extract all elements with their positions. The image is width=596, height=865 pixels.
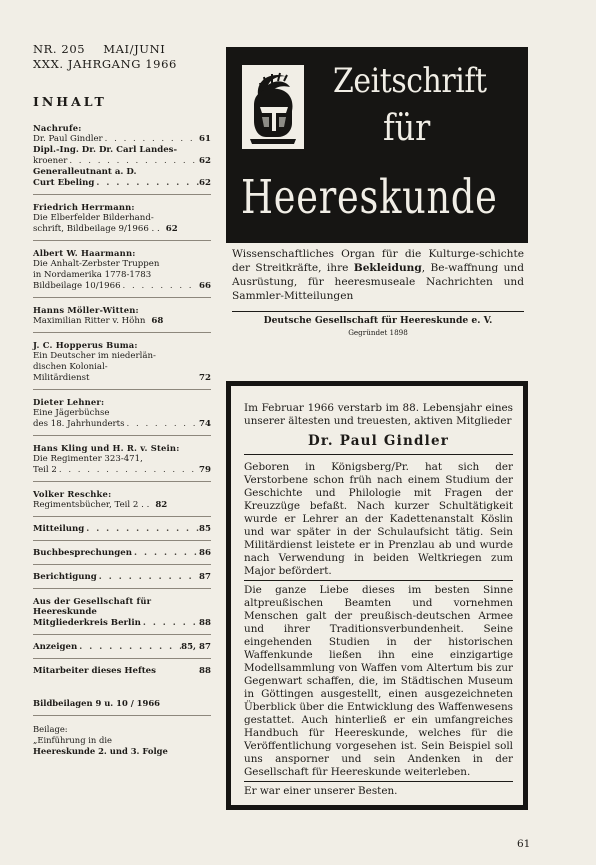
toc-group-anzeigen (33, 640, 211, 659)
description-bold: Bekleidung (353, 262, 422, 274)
toc-entry[interactable]: Generalleutnant a. D. (33, 167, 137, 177)
toc-group-obituaries (33, 121, 211, 195)
toc-head: Aus der Gesellschaft für (33, 596, 152, 606)
obituary-intro: Im Februar 1966 verstarb im 88. Lebensjahr eines unserer ältesten und treuesten, aktiven Mitglieder (244, 402, 513, 427)
society-block (232, 311, 524, 338)
toc-entry[interactable]: schrift, Bildbeilage 9/1966 . . 62 (33, 224, 178, 234)
toc-group-hopperus-buma (33, 338, 211, 390)
left-column (33, 42, 211, 757)
helmet-logo-drawing (242, 65, 304, 149)
toc-group-berichtigung (33, 570, 211, 589)
toc-head: Volker Reschke: (33, 489, 112, 499)
toc-entry[interactable]: Heereskunde (33, 607, 97, 617)
toc-group-reschke (33, 487, 211, 517)
obituary-name: Dr. Paul Gindler (244, 433, 513, 455)
masthead (226, 47, 528, 243)
toc-entry[interactable]: Eine Jägerbüchse (33, 408, 110, 418)
toc-entry[interactable]: Mitarbeiter dieses Heftes 88 (33, 666, 211, 676)
toc-entry[interactable]: Die Anhalt-Zerbster Truppen (33, 259, 160, 269)
toc-group-buchbesprechungen (33, 546, 211, 565)
supplement-line-2: Heereskunde 2. und 3. Folge (33, 746, 168, 756)
contents-heading: INHALT (33, 94, 107, 109)
toc-entry[interactable]: Maximilian Ritter v. Höhn 68 (33, 316, 164, 326)
toc-entry[interactable]: dischen Kolonial- (33, 362, 108, 372)
toc-group-herrmann (33, 200, 211, 241)
toc-group-mitarbeiter (33, 664, 211, 682)
journal-title-line-3: Heereskunde (241, 170, 498, 225)
toc-head: Dieter Lehner: (33, 397, 105, 407)
toc-group-kling-stein (33, 441, 211, 482)
toc-entry[interactable]: kroener . . . 62 (33, 156, 211, 167)
obituary-closing: Er war einer unserer Besten. (244, 785, 398, 797)
toc-group-gesellschaft (33, 594, 211, 635)
issue-volume: XXX. JAHRGANG 1966 (33, 57, 177, 71)
toc-entry[interactable]: Curt Ebeling . . . 62 (33, 178, 211, 189)
toc-group-haarmann (33, 246, 211, 298)
obituary-box (226, 381, 528, 810)
toc-head: Hanns Möller-Witten: (33, 305, 139, 315)
toc-head: J. C. Hopperus Buma: (33, 340, 138, 350)
plates-note (33, 698, 211, 716)
obituary-paragraph-1: Geboren in Königsberg/Pr. hat sich der Verstorbene schon früh nach einem Studium der Geschichte und Philologie mit Fragen der Kreuzzüge befaßt. Nach kurzer Schultätigkeit wurde er Lehrer an der Kadettenanstalt Köslin und war später in der Schulaufsicht tätig. Sein Militärdienst leistete er in Prenzlau ab und wurde nach Verwendung in beiden Weltkriegen zum Major befördert. (244, 461, 513, 581)
toc-head: Hans Kling und H. R. v. Stein: (33, 443, 180, 453)
toc-entry[interactable]: Mitteilung . . . 85 (33, 524, 211, 535)
journal-title-line-1: Zeitschrift (333, 61, 487, 101)
toc-entry[interactable]: Dipl.-Ing. Dr. Dr. Carl Landes- (33, 145, 178, 155)
toc-entry[interactable]: Berichtigung . . . 87 (33, 572, 211, 583)
toc-group-lehner (33, 395, 211, 436)
toc-head: Albert W. Haarmann: (33, 248, 136, 258)
description-text: Wissenschaftliches Organ für die Kulturge-schichte der Streitkräfte, ihre (232, 248, 524, 274)
journal-title-line-2: für (383, 108, 431, 149)
issue-number-line (33, 42, 211, 57)
toc-entry[interactable]: Teil 2 . . . 79 (33, 465, 211, 476)
issue-month: MAI/JUNI (103, 42, 166, 56)
toc-entry[interactable]: des 18. Jahrhunderts . . . 74 (33, 419, 211, 430)
society-name: Deutsche Gesellschaft für Heereskunde e. V. (263, 315, 493, 326)
obituary-paragraph-2: Die ganze Liebe dieses im besten Sinne altpreußischen Beamten und vornehmen Menschen galt der preußisch-deutschen Armee und ihrer Traditionsverbundenheit. Seine eingehenden Studien in der historischen Waffenkunde ließen ihn eine einzigartige Modellsammlung von Waffen vom Altertum bis zur Gegenwart schaffen, die, im Städtischen Museum in Göttingen ausgestellt, einen ausgezeichneten Überblick über die Entwicklung des Waffenwesens gestattet. Auch hinterließ er ein umfangreiches Handbuch für Heereskunde, welches für die Veröffentlichung vorgesehen ist. Sein Beispiel soll uns ansporner und sein Andenken in der Gesellschaft für Heereskunde weiterleben. (244, 584, 513, 782)
toc-entry[interactable]: in Nordamerika 1778-1783 (33, 270, 152, 280)
issue-number: NR. 205 (33, 42, 86, 56)
page-number: 61 (517, 838, 531, 850)
toc-entry[interactable]: Regimentsbücher, Teil 2 . . 82 (33, 500, 168, 510)
toc-entry[interactable]: Buchbesprechungen . . . 86 (33, 548, 211, 559)
plates-line: Bildbeilagen 9 u. 10 / 1966 (33, 698, 160, 708)
toc-group-mitteilung (33, 522, 211, 541)
toc-entry[interactable]: Militärdienst 72 (33, 373, 211, 383)
toc-entry[interactable]: Bildbeilage 10/1966 . . . 66 (33, 281, 211, 292)
toc-entry[interactable]: Ein Deutscher im niederlän- (33, 351, 156, 361)
helmet-icon (242, 65, 304, 149)
toc-head: Nachrufe: (33, 123, 82, 133)
toc-entry[interactable]: Dr. Paul Gindler . . . 61 (33, 134, 211, 145)
society-founded: Gegründet 1898 (348, 328, 408, 337)
journal-description (232, 247, 524, 303)
supplement-note (33, 724, 211, 757)
toc-group-moeller-witten (33, 303, 211, 333)
toc-entry[interactable]: Die Regimenter 323-471, (33, 454, 143, 464)
supplement-label: Beilage: (33, 724, 68, 734)
description-text: , Be-waffnung und Ausrüstung, für heeresmuseale Nachrichten und Sammler-Mitteilungen (232, 262, 525, 302)
toc-entry[interactable]: Anzeigen . . . 85, 87 (33, 642, 211, 653)
supplement-line-1: „Einführung in die (33, 735, 112, 745)
toc-entry[interactable]: Mitgliederkreis Berlin . . . 88 (33, 618, 211, 629)
toc-entry[interactable]: Die Elberfelder Bilderhand- (33, 213, 154, 223)
toc-head: Friedrich Herrmann: (33, 202, 135, 212)
table-of-contents (33, 121, 211, 682)
